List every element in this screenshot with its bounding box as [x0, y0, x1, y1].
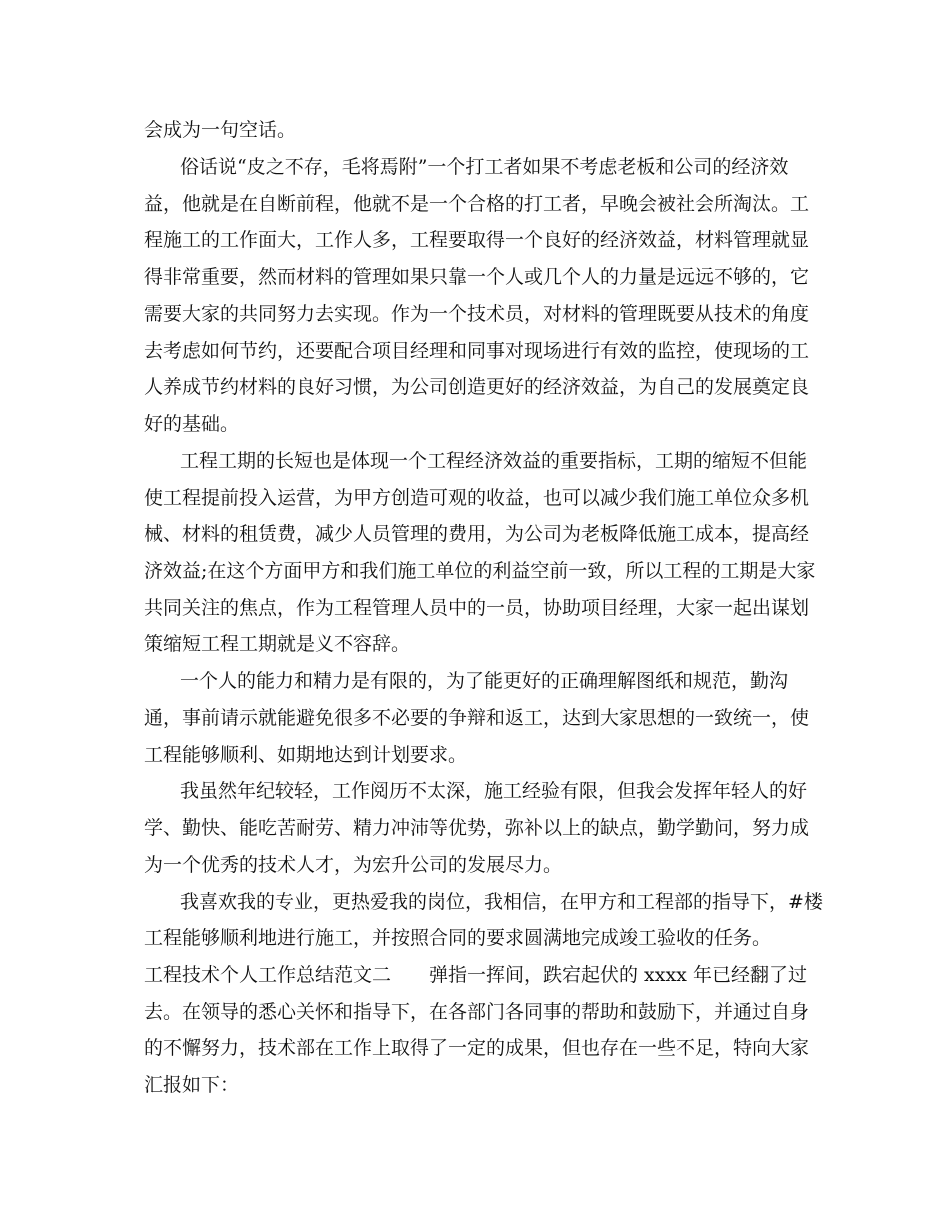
paragraph-start-line: 俗话说“皮之不存，毛将焉附”一个打工者如果不考虑老板和公司的经济效	[180, 156, 789, 178]
paragraph-start-line: 一个人的能力和精力是有限的，为了能更好的正确理解图纸和规范，勤沟	[180, 670, 789, 692]
text-line: 学、勤快、能吃苦耐劳、精力冲沛等优势，弥补以上的缺点，勤学勤问，努力成	[144, 817, 810, 839]
paragraph-start-line: 我喜欢我的专业，更热爱我的岗位，我相信，在甲方和工程部的指导下，#楼	[180, 891, 823, 913]
text-line: 策缩短工程工期就是义不容辞。	[144, 633, 411, 655]
text-line: 好的基础。	[144, 413, 240, 435]
text-line: 工程能够顺利、如期地达到计划要求。	[144, 744, 468, 766]
text-line: 得非常重要，然而材料的管理如果只靠一个人或几个人的力量是远远不够的，它	[144, 266, 810, 288]
paragraph-start-line: 工程工期的长短也是体现一个工程经济效益的重要指标，工期的缩短不但能	[180, 450, 808, 472]
text-line: 会成为一句空话。	[144, 119, 297, 141]
paragraph-start-line: 我虽然年纪较轻，工作阅历不太深，施工经验有限，但我会发挥年轻人的好	[180, 780, 808, 802]
text-line: 益，他就是在自断前程，他就不是一个合格的打工者，早晚会被社会所淘汰。工	[144, 193, 810, 215]
text-line: 械、材料的租赁费，减少人员管理的费用，为公司为老板降低施工成本，提高经	[144, 523, 810, 545]
text-line: 的不懈努力，技术部在工作上取得了一定的成果，但也存在一些不足，特向大家	[144, 1037, 810, 1059]
text-line: 汇报如下：	[144, 1074, 240, 1096]
text-line: 通，事前请示就能避免很多不必要的争辩和返工，达到大家思想的一致统一，使	[144, 707, 810, 729]
text-line: 使工程提前投入运营，为甲方创造可观的收益，也可以减少我们施工单位众多机	[144, 487, 810, 509]
text-line: 程施工的工作面大，工作人多，工程要取得一个良好的经济效益，材料管理就显	[144, 229, 810, 251]
text-line: 为一个优秀的技术人才，为宏升公司的发展尽力。	[144, 854, 563, 876]
text-line: 工程能够顺利地进行施工，并按照合同的要求圆满地完成竣工验收的任务。	[144, 927, 772, 949]
text-line: 人养成节约材料的良好习惯，为公司创造更好的经济效益，为自己的发展奠定良	[144, 376, 810, 398]
text-line: 济效益;在这个方面甲方和我们施工单位的利益空前一致，所以工程的工期是大家	[144, 560, 816, 582]
text-line: 去考虑如何节约，还要配合项目经理和同事对现场进行有效的监控，使现场的工	[144, 340, 810, 362]
text-line: 需要大家的共同努力去实现。作为一个技术员，对材料的管理既要从技术的角度	[144, 303, 810, 325]
section-heading-line: 工程技术个人工作总结范文二 弹指一挥间，跌宕起伏的 xxxx 年已经翻了过	[144, 964, 807, 986]
text-line: 共同关注的焦点，作为工程管理人员中的一员，协助项目经理，大家一起出谋划	[144, 597, 810, 619]
text-line: 去。在领导的悉心关怀和指导下，在各部门各同事的帮助和鼓励下，并通过自身	[144, 1001, 810, 1023]
